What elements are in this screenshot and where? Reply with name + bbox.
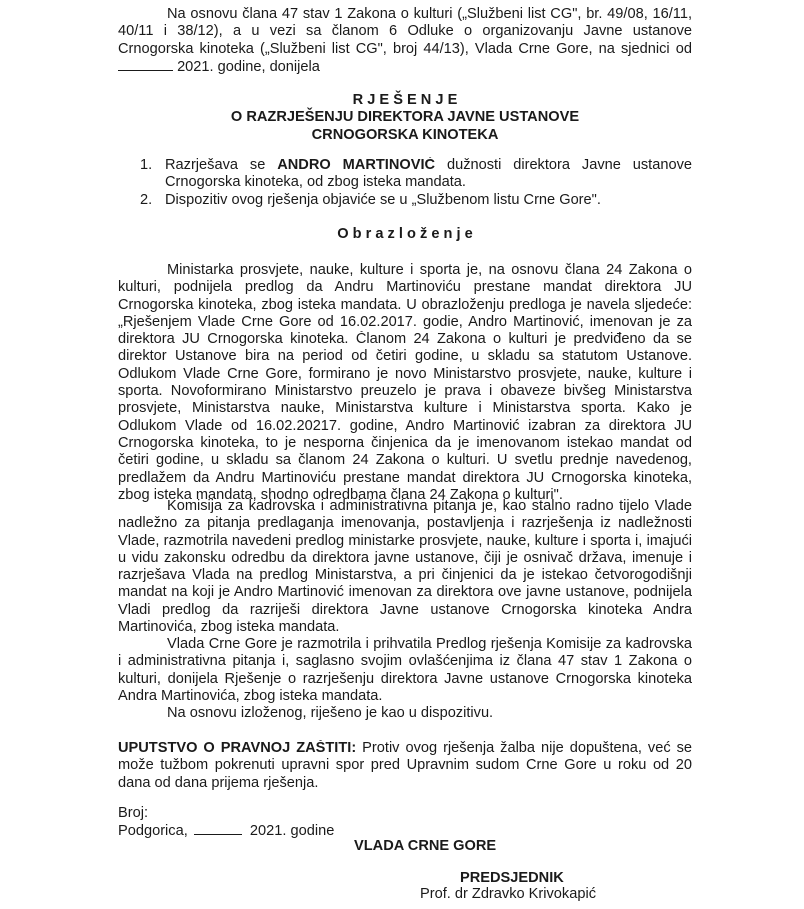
- item-number: 2.: [140, 191, 153, 208]
- para-last-line: zbog isteka mandata, shodno odredbama člana 24 Zakona o kulturi".: [118, 486, 563, 503]
- para-line: Vlade, razmotrila navedeni predlog ministarke prosvjete, nauke, kulture i sporta i, imajući: [118, 532, 692, 549]
- para-last-line: Martinovića, zbog isteka mandata.: [118, 619, 340, 636]
- para-line: sporta. Novoformirano Ministarstvo preuzelo je prava i obaveze bivšeg Ministarstva: [118, 383, 692, 400]
- preamble-last-line: [118, 58, 692, 75]
- item-continuation: Crnogorska kinoteka, od zbog isteka mandata.: [165, 174, 466, 191]
- para-line: kulturi, podnijela predlog da Andru Martinoviću prestane mandat direktora JU: [118, 279, 692, 296]
- remedy-line: [118, 740, 692, 757]
- list-item: [118, 192, 692, 209]
- signatory-title: PREDSJEDNIK: [460, 870, 564, 886]
- decision-date-blank: [194, 822, 242, 835]
- paragraph-2: [118, 498, 692, 636]
- person-name: ANDRO MARTINOVIĆ: [277, 157, 436, 173]
- item-prefix: Razrješava se: [165, 157, 278, 173]
- government-name: VLADA CRNE GORE: [354, 838, 497, 854]
- para-line: Komisija za kadrovska i administrativna pitanja je, kao stalno radno tijelo Vlade: [167, 498, 692, 514]
- decision-title: [118, 92, 692, 144]
- para-line: razrješava Vlada na predlog Ministarstva, a pri činjenici da je istekao četvorogodišnji: [118, 567, 692, 584]
- paragraph-4: Na osnovu izloženog, riješeno je kao u dispozitivu.: [167, 705, 494, 721]
- para-line: Odlukom Vlade Crne Gore, formirano je novo Ministarstvo prosvjete, nauke, kulture i: [118, 365, 692, 382]
- paragraph-3: [118, 636, 692, 705]
- remedy-line: dana od dana prijema rješenja.: [118, 774, 319, 791]
- para-line: Ministarka prosvjete, nauke, kulture i sporta je, na osnovu člana 24 Zakona o: [167, 262, 692, 278]
- place-date-line: [118, 822, 334, 839]
- signatory-name: Prof. dr Zdravko Krivokapić: [420, 886, 596, 902]
- remedy-label: UPUTSTVO O PRAVNOJ ZAŠTITI:: [118, 740, 357, 756]
- para-line: direktora JU Crnogorska kinoteka. Članom 24 Zakona o kulturi je predviđeno da se: [118, 331, 692, 348]
- preamble-line: Crnogorska kinoteka („Službeni list CG", broj 44/13), Vlada Crne Gore, na sjednici od: [118, 40, 692, 57]
- paragraph-1: [118, 262, 692, 504]
- item-text: [165, 157, 692, 174]
- preamble-line: Na osnovu člana 47 stav 1 Zakona o kulturi („Službeni list CG", br. 49/08, 16/11,: [167, 6, 692, 22]
- para-line: mandat na koji je Andro Martinović imenovan za direktora ove javne ustanove, podnijela: [118, 584, 692, 601]
- para-line: prosvjete, Ministarstva nauke, Ministarstva kulture i Ministarstva sporta. Kako je: [118, 400, 692, 417]
- preamble-line: 40/11 i 38/12), a u vezi sa članom 6 Odluke o organizovanju Javne ustanove: [118, 23, 692, 40]
- list-item: [118, 157, 692, 174]
- para-line: četiri godine, u skladu sa članom 24 Zakona o kulturi. U svetlu prednje navedenog,: [118, 452, 692, 469]
- para-line: nadležno za pitanja predlaganja imenovanja, postavljenja i razrješenja iz nadležnosti: [118, 515, 692, 532]
- legal-remedy-instruction: [118, 740, 692, 792]
- para-line: Odlukom Vlade od 16.02.20217. godine, Andro Martinović izabran za direktora JU: [118, 417, 692, 434]
- remedy-text: Protiv ovog rješenja žalba nije dopuštena, već se: [356, 740, 692, 756]
- remedy-line: može tužbom pokrenuti upravni spor pred Upravnim sudom Crne Gore u roku od 20: [118, 757, 692, 774]
- para-line: Crnogorska kinoteka, to je nesporna činjenica da je imenovanom istekao mandat od: [118, 434, 692, 451]
- obrazlozenje-heading: O b r a z l o ž e n j e: [337, 226, 473, 242]
- title-resenje: R J E Š E N J E: [352, 92, 458, 108]
- para-line: kulturi, donijela Rješenje o razrješenju direktora Javne ustanove Crnogorska kinoteka: [118, 670, 692, 687]
- case-number-label: Broj:: [118, 805, 149, 821]
- para-last-line: Andra Martinovića, zbog isteka mandata.: [118, 687, 383, 704]
- place: Podgorica,: [118, 823, 188, 839]
- para-line: predlažem da Andru Martinoviću prestane mandat direktora JU Crnogorska kinoteka,: [118, 469, 692, 486]
- decision-items: [118, 157, 692, 209]
- para-line: i administrativna pitanja i, saglasno svojim ovlašćenjima iz člana 47 stav 1 Zakona o: [118, 653, 692, 670]
- item-suffix: dužnosti direktora Javne ustanove: [435, 157, 692, 173]
- para-line: direktor Ustanove bira na period od četiri godine, u skladu sa statutom Ustanove.: [118, 348, 692, 365]
- para-line: Vladi predlog da razriješi direktora Javne ustanove Crnogorska kinoteka Andra: [118, 601, 692, 618]
- para-line: u vidu zakonsku odredbu da direktora javne ustanove, čiji je osnivač država, imenuje i: [118, 549, 692, 566]
- title-institution: CRNOGORSKA KINOTEKA: [311, 126, 499, 143]
- session-date-blank: [118, 58, 173, 71]
- para-line: Crnogorska kinoteka, zbog isteka mandata. U obrazloženju predloga je navela sljedeće:: [118, 296, 692, 313]
- item-number: 1.: [140, 157, 153, 173]
- preamble-last-text: 2021. godine, donijela: [177, 58, 320, 75]
- item-text: Dispozitiv ovog rješenja objaviće se u „Službenom listu Crne Gore".: [165, 191, 601, 208]
- preamble: [118, 6, 692, 75]
- date-suffix: 2021. godine: [249, 823, 335, 839]
- para-line: Vlada Crne Gore je razmotrila i prihvatila Predlog rješenja Komisije za kadrovska: [167, 636, 692, 652]
- title-subject: O RAZRJEŠENJU DIREKTORA JAVNE USTANOVE: [230, 109, 580, 126]
- para-line: „Rješenjem Vlade Crne Gore od 16.02.2017. godie, Andro Martinović, imenovan je za: [118, 313, 692, 330]
